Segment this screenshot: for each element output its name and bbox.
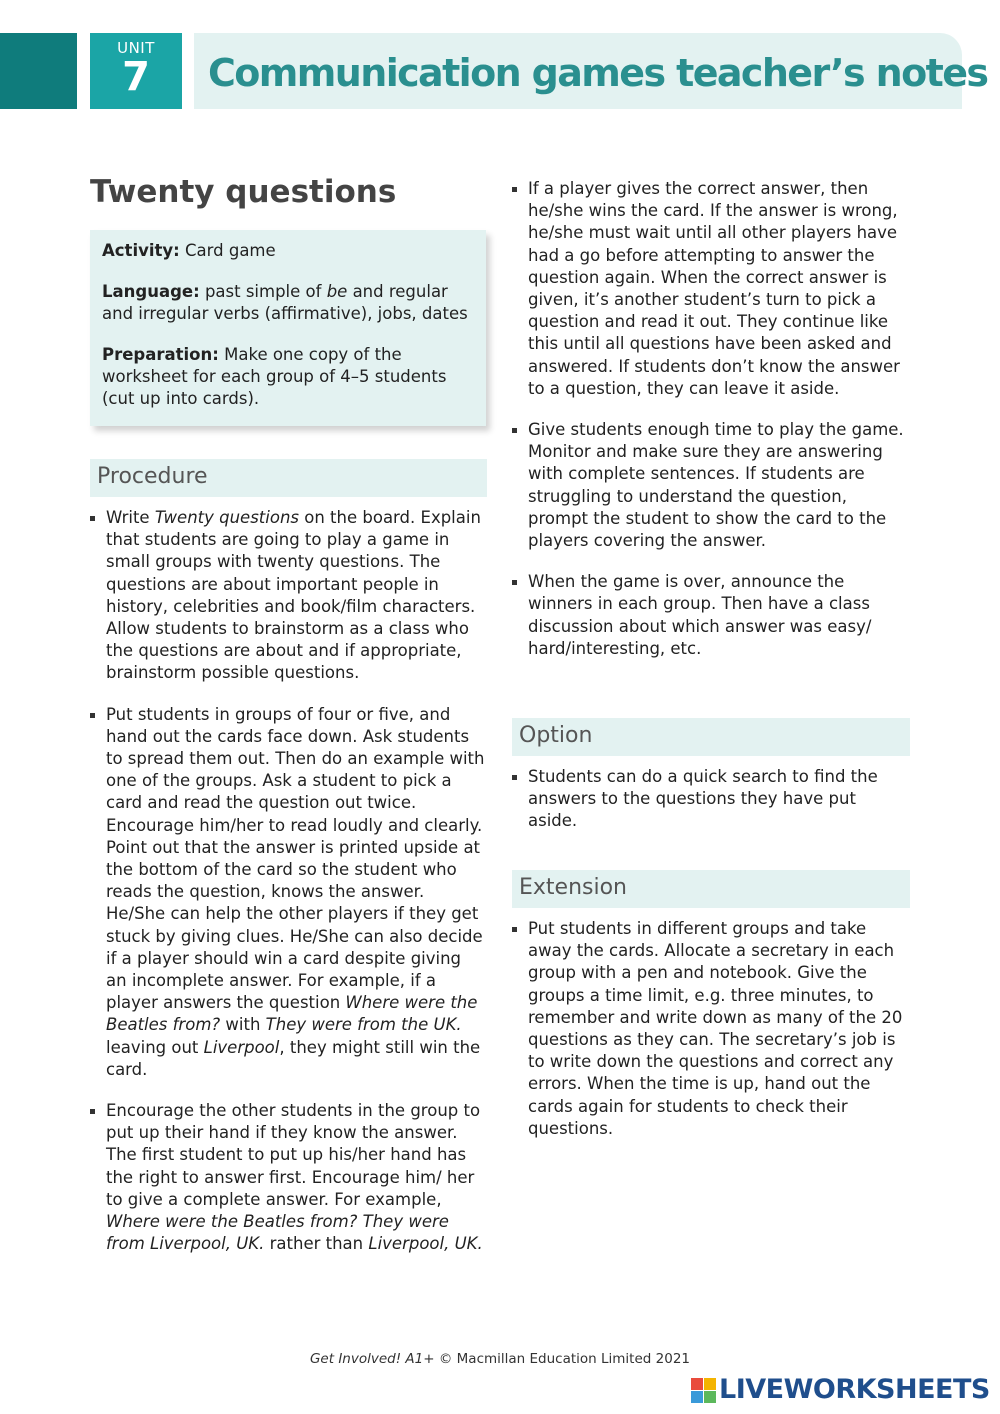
option-heading: Option [512,718,910,756]
text-run-italic: Twenty questions [154,508,300,527]
extension-list [512,918,907,1159]
unit-label: UNIT [117,39,155,57]
text-run: on the board. Explain that students are going to play a game in small groups with twenty questions. The questions are about important people in history, celebrities and book/film characters. Allow students to brainstorm as a class who the questions are about and if appropriate, brainstorm possible questions. [106,508,481,683]
text-run-italic: Liverpool, UK. [368,1234,483,1254]
activity-title: Twenty questions [90,174,397,210]
liveworksheets-watermark[interactable] [691,1375,991,1407]
activity-line [102,240,474,262]
procedure-heading: Procedure [90,459,487,497]
list-item: Students can do a quick search to find the answers to the questions they have put aside. [512,766,907,833]
list-item: If a player gives the correct answer, then he/she wins the card. If the answer is wrong, he/she must wait until all other players have had a go before attempting to answer the question again. When the correct answer is given, it’s another student’s turn to pick a question and read it out. They continue like this until all questions have been asked and answered. If students don’t know the answer to a question, they can leave it aside. [512,178,907,400]
language-label: Language: [102,282,200,301]
extension-heading: Extension [512,870,910,908]
procedure-list-left [90,507,485,1275]
preparation-label: Preparation: [102,345,219,364]
text-run: Encourage the other students in the group to put up their hand if they know the answer. The first student to put up his/her hand has the right to answer first. Encourage him/ her to give a complete answer. For example, [106,1101,481,1209]
list-item: When the game is over, announce the winners in each group. Then have a class discussion about which answer was easy/ hard/interesting, etc. [512,571,907,660]
list-item [90,704,485,1081]
text-run-italic: Where were the Beatles from? They were from Liverpool, UK. [106,1212,449,1254]
activity-info-box [90,230,486,426]
text-run: rather than [264,1234,369,1254]
procedure-list-right [512,178,907,679]
text-run: Put students in groups of four or five, and hand out the cards face down. Ask students to spread them out. Then do an example with one of the groups. Ask a student to pick a card and read the question out twice. Encourage him/her to read loudly and clearly. Point out that the answer is printed upside at the bottom of the card so the student who reads the question, knows the answer. He/She can help the other players if they get stuck by giving clues. He/She can also decide if a player should win a card despite giving an incomplete answer. For example, if a player answers the question [106,704,485,1013]
text-run: leaving out [106,1037,204,1057]
text-run: with [220,1015,266,1035]
footer-copyright-text: © Macmillan Education Limited 2021 [434,1351,691,1367]
activity-value: Card game [185,241,276,260]
list-item [90,507,485,685]
unit-number: 7 [122,54,150,100]
language-value-part: past simple of [204,282,327,301]
option-list [512,766,907,852]
unit-badge [90,33,182,109]
footer-book-title: Get Involved! A1+ [309,1351,435,1367]
text-run: , they might still win the card. [106,1037,481,1079]
footer-copyright [0,1351,1000,1367]
language-value-italic: be [326,282,348,301]
text-run-italic: Liverpool [203,1037,280,1057]
page-title: Communication games teacher’s notes [208,51,988,95]
header-title-bar [194,33,988,109]
text-run: Write [106,508,155,527]
liveworksheets-text: LIVEWORKSHEETS [719,1374,990,1405]
header-accent-block [0,33,77,109]
liveworksheets-logo-icon [691,1378,717,1404]
activity-label: Activity: [102,241,180,260]
language-value-part: and regular and irregular verbs (affirmative), jobs, dates [102,282,468,323]
text-run-italic: Where were the Beatles from? [106,993,478,1035]
preparation-value: Make one copy of the worksheet for each group of 4–5 students (cut up into cards). [102,345,447,408]
text-run-italic: They were from the UK. [265,1015,462,1035]
list-item: Give students enough time to play the game. Monitor and make sure they are answering with complete sentences. If students are struggling to understand the question, prompt the student to show the card to the players covering the answer. [512,419,907,552]
preparation-line [102,344,474,410]
list-item: Put students in different groups and take away the cards. Allocate a secretary in each group with a pen and notebook. Give the groups a time limit, e.g. three minutes, to remember and write down as many of the 20 questions as they can. The secretary’s job is to write down the questions and correct any errors. When the time is up, hand out the cards again for students to check their questions. [512,918,907,1140]
list-item [90,1100,485,1255]
language-line [102,281,474,325]
